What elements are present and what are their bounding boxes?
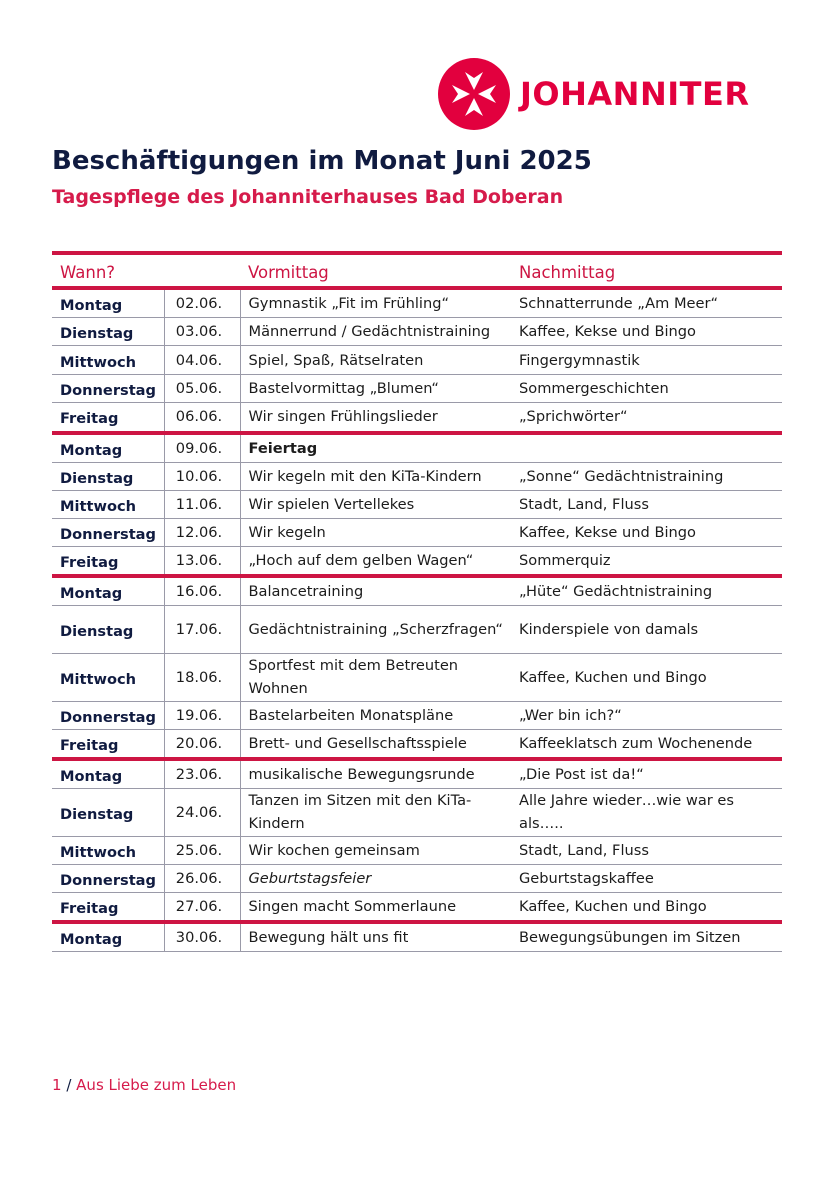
table-row	[52, 346, 782, 375]
date-cell: 26.06.	[164, 864, 240, 892]
afternoon-activity-cell: „Sprichwörter“	[511, 403, 782, 433]
table-row	[52, 653, 782, 701]
page-number: 1	[52, 1076, 62, 1094]
afternoon-activity-cell: „Wer bin ich?“	[511, 701, 782, 729]
afternoon-activity-cell: Kaffee, Kekse und Bingo	[511, 318, 782, 346]
date-cell: 27.06.	[164, 892, 240, 922]
afternoon-activity-cell: Kaffee, Kuchen und Bingo	[511, 653, 782, 701]
morning-activity-cell: musikalische Bewegungsrunde	[240, 759, 511, 789]
morning-activity-cell: Wir kegeln mit den KiTa-Kindern	[240, 462, 511, 490]
morning-activity-cell: Wir singen Frühlingslieder	[240, 403, 511, 433]
header-morning: Vormittag	[240, 253, 511, 288]
header-when: Wann?	[52, 253, 164, 288]
maltese-cross-icon	[438, 58, 510, 130]
day-cell: Montag	[52, 288, 164, 318]
table-row	[52, 288, 782, 318]
date-cell: 04.06.	[164, 346, 240, 375]
brand-name: JOHANNITER	[520, 75, 750, 113]
afternoon-activity-cell: „Die Post ist da!“	[511, 759, 782, 789]
morning-activity-cell: Wir spielen Vertellekes	[240, 490, 511, 518]
morning-activity-cell: Brett- und Gesellschaftsspiele	[240, 729, 511, 759]
morning-activity-cell: „Hoch auf dem gelben Wagen“	[240, 546, 511, 576]
date-cell: 13.06.	[164, 546, 240, 576]
footer-separator: /	[66, 1076, 72, 1094]
day-cell: Freitag	[52, 729, 164, 759]
date-cell: 12.06.	[164, 518, 240, 546]
day-cell: Dienstag	[52, 605, 164, 653]
table-row	[52, 518, 782, 546]
morning-activity-cell: Balancetraining	[240, 576, 511, 606]
table-row	[52, 576, 782, 606]
afternoon-activity-cell	[511, 433, 782, 463]
date-cell: 16.06.	[164, 576, 240, 606]
morning-activity-cell: Bastelarbeiten Monatspläne	[240, 701, 511, 729]
morning-activity-cell: Bewegung hält uns fit	[240, 922, 511, 952]
day-cell: Montag	[52, 576, 164, 606]
afternoon-activity-cell: Bewegungsübungen im Sitzen	[511, 922, 782, 952]
afternoon-activity-cell: Sommergeschichten	[511, 375, 782, 403]
table-header-row	[52, 253, 782, 288]
day-cell: Mittwoch	[52, 346, 164, 375]
day-cell: Freitag	[52, 546, 164, 576]
date-cell: 18.06.	[164, 653, 240, 701]
day-cell: Mittwoch	[52, 490, 164, 518]
morning-activity-cell: Wir kegeln	[240, 518, 511, 546]
date-cell: 02.06.	[164, 288, 240, 318]
morning-activity-cell: Gedächtnistraining „Scherzfragen“	[240, 605, 511, 653]
afternoon-activity-cell: Sommerquiz	[511, 546, 782, 576]
morning-activity-cell: Bastelvormittag „Blumen“	[240, 375, 511, 403]
table-row	[52, 892, 782, 922]
day-cell: Dienstag	[52, 318, 164, 346]
page-title: Beschäftigungen im Monat Juni 2025	[52, 146, 592, 176]
table-row	[52, 864, 782, 892]
table-row	[52, 375, 782, 403]
header-date	[164, 253, 240, 288]
table-row	[52, 490, 782, 518]
day-cell: Montag	[52, 922, 164, 952]
afternoon-activity-cell: Kaffeeklatsch zum Wochenende	[511, 729, 782, 759]
day-cell: Mittwoch	[52, 653, 164, 701]
date-cell: 06.06.	[164, 403, 240, 433]
table-row	[52, 759, 782, 789]
date-cell: 25.06.	[164, 836, 240, 864]
schedule-body	[52, 288, 782, 951]
footer	[52, 1076, 236, 1094]
table-row	[52, 403, 782, 433]
table-row	[52, 318, 782, 346]
morning-activity-cell: Tanzen im Sitzen mit den KiTa- Kindern	[240, 788, 511, 836]
afternoon-activity-cell: Kaffee, Kekse und Bingo	[511, 518, 782, 546]
table-row	[52, 788, 782, 836]
day-cell: Freitag	[52, 892, 164, 922]
table-row	[52, 462, 782, 490]
date-cell: 10.06.	[164, 462, 240, 490]
date-cell: 17.06.	[164, 605, 240, 653]
date-cell: 05.06.	[164, 375, 240, 403]
date-cell: 30.06.	[164, 922, 240, 952]
table-row	[52, 546, 782, 576]
header-afternoon: Nachmittag	[511, 253, 782, 288]
morning-activity-cell: Wir kochen gemeinsam	[240, 836, 511, 864]
date-cell: 24.06.	[164, 788, 240, 836]
morning-activity-cell: Singen macht Sommerlaune	[240, 892, 511, 922]
table-row	[52, 729, 782, 759]
table-row	[52, 701, 782, 729]
day-cell: Montag	[52, 759, 164, 789]
afternoon-activity-cell: Stadt, Land, Fluss	[511, 836, 782, 864]
day-cell: Dienstag	[52, 788, 164, 836]
date-cell: 11.06.	[164, 490, 240, 518]
afternoon-activity-cell: Kinderspiele von damals	[511, 605, 782, 653]
morning-activity-cell: Feiertag	[240, 433, 511, 463]
afternoon-activity-cell: Schnatterrunde „Am Meer“	[511, 288, 782, 318]
morning-activity-cell: Sportfest mit dem Betreuten Wohnen	[240, 653, 511, 701]
day-cell: Mittwoch	[52, 836, 164, 864]
afternoon-activity-cell: Geburtstagskaffee	[511, 864, 782, 892]
date-cell: 19.06.	[164, 701, 240, 729]
day-cell: Donnerstag	[52, 375, 164, 403]
morning-activity-cell: Spiel, Spaß, Rätselraten	[240, 346, 511, 375]
afternoon-activity-cell: Alle Jahre wieder…wie war es als…..	[511, 788, 782, 836]
afternoon-activity-cell: Stadt, Land, Fluss	[511, 490, 782, 518]
page-subtitle: Tagespflege des Johanniterhauses Bad Doberan	[52, 186, 564, 208]
afternoon-activity-cell: „Sonne“ Gedächtnistraining	[511, 462, 782, 490]
table-row	[52, 605, 782, 653]
date-cell: 20.06.	[164, 729, 240, 759]
date-cell: 09.06.	[164, 433, 240, 463]
day-cell: Donnerstag	[52, 518, 164, 546]
morning-activity-cell: Gymnastik „Fit im Frühling“	[240, 288, 511, 318]
day-cell: Freitag	[52, 403, 164, 433]
footer-slogan: Aus Liebe zum Leben	[76, 1076, 237, 1094]
morning-activity-cell: Männerrund / Gedächtnistraining	[240, 318, 511, 346]
table-row	[52, 836, 782, 864]
schedule-table	[52, 251, 782, 952]
afternoon-activity-cell: „Hüte“ Gedächtnistraining	[511, 576, 782, 606]
date-cell: 03.06.	[164, 318, 240, 346]
morning-activity-cell: Geburtstagsfeier	[240, 864, 511, 892]
afternoon-activity-cell: Kaffee, Kuchen und Bingo	[511, 892, 782, 922]
table-row	[52, 922, 782, 952]
day-cell: Donnerstag	[52, 701, 164, 729]
day-cell: Donnerstag	[52, 864, 164, 892]
afternoon-activity-cell: Fingergymnastik	[511, 346, 782, 375]
table-row	[52, 433, 782, 463]
day-cell: Dienstag	[52, 462, 164, 490]
day-cell: Montag	[52, 433, 164, 463]
johanniter-logo	[438, 58, 749, 130]
date-cell: 23.06.	[164, 759, 240, 789]
